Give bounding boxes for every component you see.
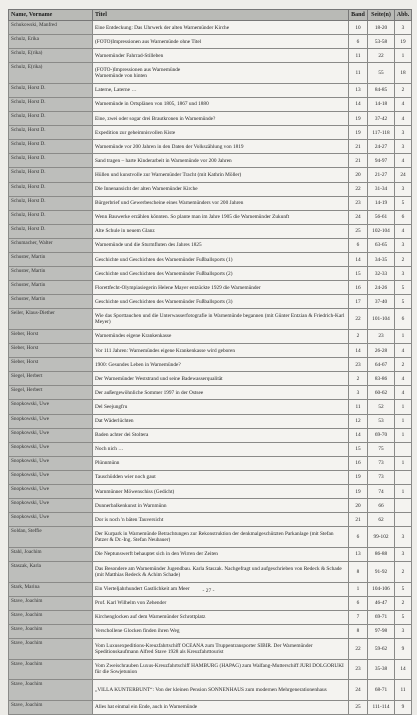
table-row xyxy=(9,344,412,358)
table-row xyxy=(9,224,412,238)
row-author-name: Schulz, Horst D. xyxy=(9,112,93,126)
row-pages: 84-85 xyxy=(368,83,395,97)
row-volume: 22 xyxy=(349,309,368,330)
row-title: Baden achter dei Stoltera xyxy=(93,428,349,442)
row-pages: 24-26 xyxy=(368,281,395,295)
row-author-name: Snopkowski, Uwe xyxy=(9,400,93,414)
row-figure-count: 3 xyxy=(395,140,412,154)
table-row xyxy=(9,309,412,330)
row-volume: 20 xyxy=(349,168,368,182)
row-author-name: Stahl, Joachim xyxy=(9,547,93,561)
row-author-name: Stave, Joachim xyxy=(9,596,93,610)
row-volume: 6 xyxy=(349,596,368,610)
row-pages: 94-97 xyxy=(368,154,395,168)
row-volume: 11 xyxy=(349,49,368,63)
table-row xyxy=(9,624,412,638)
row-pages: 74 xyxy=(368,485,395,499)
row-figure-count: 4 xyxy=(395,154,412,168)
row-figure-count: 6 xyxy=(395,309,412,330)
row-figure-count: 6 xyxy=(395,210,412,224)
row-pages: 24-27 xyxy=(368,140,395,154)
row-figure-count: 4 xyxy=(395,97,412,111)
row-figure-count: 2 xyxy=(395,358,412,372)
row-pages: 26-28 xyxy=(368,344,395,358)
table-row xyxy=(9,295,412,309)
row-figure-count: 1 xyxy=(395,329,412,343)
row-pages: 91-92 xyxy=(368,561,395,582)
row-volume: 19 xyxy=(349,112,368,126)
row-pages: 53 xyxy=(368,414,395,428)
row-pages: 111-114 xyxy=(368,700,395,714)
row-title: Geschichte und Geschichten des Warnemünder Fußballsports (2) xyxy=(93,267,349,281)
row-author-name: Snopkowski, Uwe xyxy=(9,485,93,499)
table-row xyxy=(9,638,412,659)
table-row xyxy=(9,499,412,513)
row-author-name: Schuster, Martin xyxy=(9,253,93,267)
row-volume: 7 xyxy=(349,610,368,624)
row-pages: 101-104 xyxy=(368,309,395,330)
row-author-name: Snopkowski, Uwe xyxy=(9,470,93,484)
table-body xyxy=(9,21,412,715)
row-author-name: Schumacher, Walter xyxy=(9,238,93,252)
row-title: Florettfecht-Olympiasiegerin Helene Mayer entzückte 1929 die Warnemünder xyxy=(93,281,349,295)
header-figures: Abb. xyxy=(395,10,412,21)
row-volume: 25 xyxy=(349,700,368,714)
row-title: Laterne, Laterne … xyxy=(93,83,349,97)
row-title: Vom Luxusexpeditions-Kreuzfahrtschiff OCEANA zum Truppentransporter SIBIR. Der Warnemünder Speditionskaufmann Alfred Stave 1928 als Kreuzfahrttourist xyxy=(93,638,349,659)
row-author-name: Siegel, Herbert xyxy=(9,386,93,400)
row-figure-count xyxy=(395,442,412,456)
table-header-row xyxy=(9,10,412,21)
row-title: Tauschüdden wier noch gaut xyxy=(93,470,349,484)
row-volume: 10 xyxy=(349,21,368,35)
row-figure-count: 5 xyxy=(395,281,412,295)
row-figure-count: 3 xyxy=(395,527,412,548)
row-figure-count: 1 xyxy=(395,428,412,442)
row-figure-count: 5 xyxy=(395,295,412,309)
row-title: Warnmünner Möwenschiss (Gedicht) xyxy=(93,485,349,499)
row-pages: 37-42 xyxy=(368,112,395,126)
row-title: Dat Wäderlüchten xyxy=(93,414,349,428)
row-figure-count: 4 xyxy=(395,344,412,358)
row-author-name: Staszak, Karla xyxy=(9,561,93,582)
row-pages: 75 xyxy=(368,442,395,456)
row-author-name: Sieber, Horst xyxy=(9,358,93,372)
row-volume: 23 xyxy=(349,358,368,372)
row-author-name: Schukowski, Manfred xyxy=(9,21,93,35)
row-pages: 46-47 xyxy=(368,596,395,610)
row-figure-count: 1 xyxy=(395,49,412,63)
row-pages: 52 xyxy=(368,400,395,414)
table-row xyxy=(9,428,412,442)
row-figure-count: 2 xyxy=(395,596,412,610)
row-author-name: Schulz, Horst D. xyxy=(9,182,93,196)
row-pages: 73 xyxy=(368,456,395,470)
table-row xyxy=(9,596,412,610)
row-author-name: Sieber, Horst xyxy=(9,344,93,358)
row-figure-count: 4 xyxy=(395,112,412,126)
row-volume: 21 xyxy=(349,140,368,154)
row-author-name: Snopkowski, Uwe xyxy=(9,499,93,513)
row-volume: 11 xyxy=(349,63,368,84)
row-figure-count: 3 xyxy=(395,238,412,252)
row-figure-count: 3 xyxy=(395,126,412,140)
row-pages: 97-98 xyxy=(368,624,395,638)
table-row xyxy=(9,126,412,140)
table-row xyxy=(9,281,412,295)
table-row xyxy=(9,112,412,126)
row-figure-count: 2 xyxy=(395,83,412,97)
row-volume: 19 xyxy=(349,485,368,499)
row-volume: 12 xyxy=(349,414,368,428)
row-title: 1900: Gesundes Leben in Warnemünde? xyxy=(93,358,349,372)
row-volume: 22 xyxy=(349,182,368,196)
table-row xyxy=(9,210,412,224)
row-figure-count: 9 xyxy=(395,700,412,714)
row-pages: 37-40 xyxy=(368,295,395,309)
row-volume: 6 xyxy=(349,35,368,49)
table-row xyxy=(9,63,412,84)
row-title: „VILLA KUNTERBUNT“: Von der kleinen Pension SONNENHAUS zum modernen Mehrgenerationenhaus xyxy=(93,680,349,701)
row-pages: 68-71 xyxy=(368,680,395,701)
table-row xyxy=(9,154,412,168)
row-title: Eine, zwei oder sogar drei Brautkronen in Warnemünde? xyxy=(93,112,349,126)
row-author-name: Stave, Joachim xyxy=(9,680,93,701)
row-pages: 62 xyxy=(368,513,395,527)
row-figure-count: 5 xyxy=(395,582,412,596)
row-volume: 2 xyxy=(349,329,368,343)
row-figure-count: 2 xyxy=(395,253,412,267)
header-band: Band xyxy=(349,10,368,21)
row-author-name: Schulz, Horst D. xyxy=(9,224,93,238)
row-title: Alles hat einmal ein Ende, auch in Warnemünde xyxy=(93,700,349,714)
row-pages: 69-71 xyxy=(368,610,395,624)
row-title: Ein Vierteljahrhundert Gastlichkeit am Meer xyxy=(93,582,349,596)
row-figure-count: 5 xyxy=(395,196,412,210)
row-volume: 3 xyxy=(349,386,368,400)
row-author-name: Schulz, Horst D. xyxy=(9,154,93,168)
row-figure-count: 19 xyxy=(395,35,412,49)
row-title: Warnemünde in Ortsplänen von 1805, 1867 und 1880 xyxy=(93,97,349,111)
row-author-name: Schuster, Martin xyxy=(9,295,93,309)
row-volume: 23 xyxy=(349,196,368,210)
row-title: Eine Entdeckung: Das Uhrwerk der alten Warnemünder Kirche xyxy=(93,21,349,35)
row-volume: 19 xyxy=(349,470,368,484)
row-volume: 8 xyxy=(349,624,368,638)
row-title: Das Besondere am Warnemünder Jugendbau. Karla Staszak. Nachgefragt und aufgeschrieben von Redeck & Schade (mit Matthias Redeck & Achim Schade) xyxy=(93,561,349,582)
table-row xyxy=(9,700,412,714)
row-title: Warnemünde und die Sturmfluten des Jahres 1825 xyxy=(93,238,349,252)
row-volume: 11 xyxy=(349,400,368,414)
row-title: Die Innenansicht der alten Warnemünder Kirche xyxy=(93,182,349,196)
row-title: Sand tragen – harte Kinderarbeit in Warnemünde vor 200 Jahren xyxy=(93,154,349,168)
row-figure-count xyxy=(395,513,412,527)
row-volume: 14 xyxy=(349,97,368,111)
row-volume: 13 xyxy=(349,547,368,561)
row-author-name: Snopkowski, Uwe xyxy=(9,442,93,456)
row-title: Geschichte und Geschichten des Warnemünder Fußballsports (1) xyxy=(93,253,349,267)
row-author-name: Schulz, E(rika) xyxy=(9,63,93,84)
row-title: Verschollene Glocken finden ihren Weg xyxy=(93,624,349,638)
table-row xyxy=(9,267,412,281)
table-row xyxy=(9,168,412,182)
row-title: Warnemünder Fahrrad-Stilleben xyxy=(93,49,349,63)
row-volume: 15 xyxy=(349,267,368,281)
row-figure-count: 1 xyxy=(395,456,412,470)
row-author-name: Schulz, Horst D. xyxy=(9,140,93,154)
row-pages: 99-102 xyxy=(368,527,395,548)
row-volume: 14 xyxy=(349,253,368,267)
row-figure-count: 3 xyxy=(395,267,412,281)
row-title: Del Seejungfru xyxy=(93,400,349,414)
row-figure-count: 5 xyxy=(395,610,412,624)
table-row xyxy=(9,485,412,499)
table-row xyxy=(9,610,412,624)
table-row xyxy=(9,414,412,428)
table-row xyxy=(9,659,412,680)
row-pages: 66 xyxy=(368,499,395,513)
row-title: Dunnerbalkenkunst in Warnmünn xyxy=(93,499,349,513)
row-figure-count: 18 xyxy=(395,63,412,84)
row-pages: 56-61 xyxy=(368,210,395,224)
row-figure-count: 14 xyxy=(395,659,412,680)
row-volume: 14 xyxy=(349,428,368,442)
row-pages: 22 xyxy=(368,49,395,63)
row-pages: 53-58 xyxy=(368,35,395,49)
table-row xyxy=(9,561,412,582)
header-title: Titel xyxy=(93,10,349,21)
table-row xyxy=(9,372,412,386)
row-pages: 59-62 xyxy=(368,638,395,659)
row-pages: 34-35 xyxy=(368,253,395,267)
row-author-name: Stave, Joachim xyxy=(9,659,93,680)
row-author-name: Snopkowski, Uwe xyxy=(9,513,93,527)
row-pages: 18-20 xyxy=(368,21,395,35)
row-volume: 13 xyxy=(349,83,368,97)
row-volume: 2 xyxy=(349,372,368,386)
table-row xyxy=(9,238,412,252)
row-author-name: Sieber, Horst xyxy=(9,329,93,343)
table-row xyxy=(9,470,412,484)
row-volume: 16 xyxy=(349,456,368,470)
row-title: Expedition zur geheimnisvollen Kiste xyxy=(93,126,349,140)
row-pages: 64-67 xyxy=(368,358,395,372)
row-title: Der Warnemünder Weststrand und seine Badewasserqualität xyxy=(93,372,349,386)
row-figure-count: 1 xyxy=(395,400,412,414)
row-volume: 21 xyxy=(349,513,368,527)
row-title: Bürgerbrief und Gewerbescheine eines Warnemünders vor 200 Jahren xyxy=(93,196,349,210)
row-title: (FOTO-)Impressionen aus Warnemünde Warnemünde von hinten xyxy=(93,63,349,84)
row-figure-count: 3 xyxy=(395,624,412,638)
row-figure-count: 1 xyxy=(395,414,412,428)
row-title: Kirchenglocken auf dem Warnemünder Schrottplatz xyxy=(93,610,349,624)
row-volume: 17 xyxy=(349,295,368,309)
row-author-name: Snopkowski, Uwe xyxy=(9,456,93,470)
row-figure-count: 24 xyxy=(395,168,412,182)
row-volume: 6 xyxy=(349,238,368,252)
table-row xyxy=(9,35,412,49)
table-row xyxy=(9,49,412,63)
row-title: Vom Zweischrauben Luxus-Kreuzfahrtschiff HAMBURG (HAPAG) zum Walfang-Mutterschiff JURI DOLGORUKI für die Sowjetunion xyxy=(93,659,349,680)
row-title: Alte Schule in neuem Glanz xyxy=(93,224,349,238)
table-row xyxy=(9,386,412,400)
table-row xyxy=(9,513,412,527)
author-index-table xyxy=(8,9,412,715)
row-title: (FOTO)Impressionen aus Warnemünde ohne Titel xyxy=(93,35,349,49)
row-pages: 32-33 xyxy=(368,267,395,281)
row-author-name: Stave, Joachim xyxy=(9,700,93,714)
table-row xyxy=(9,456,412,470)
table-row xyxy=(9,97,412,111)
row-pages: 86-88 xyxy=(368,547,395,561)
row-figure-count: 2 xyxy=(395,561,412,582)
row-author-name: Schulz, Horst D. xyxy=(9,168,93,182)
row-title: Wenn Bauwerke erzählen könnten. So plante man im Jahre 1905 die Warnemünder Zukunft xyxy=(93,210,349,224)
row-figure-count xyxy=(395,470,412,484)
row-pages: 60-62 xyxy=(368,386,395,400)
row-title: Hüllen und kunstvolle zur Warnemünder Tracht (mit Kathrin Möller) xyxy=(93,168,349,182)
row-author-name: Seiler, Klaus-Diether xyxy=(9,309,93,330)
row-volume: 24 xyxy=(349,680,368,701)
row-author-name: Schulz, Horst D. xyxy=(9,196,93,210)
header-name: Name, Vorname xyxy=(9,10,93,21)
row-author-name: Stark, Marina xyxy=(9,582,93,596)
row-figure-count: 3 xyxy=(395,21,412,35)
table-row xyxy=(9,358,412,372)
row-author-name: Schulz, Horst D. xyxy=(9,83,93,97)
row-volume: 25 xyxy=(349,224,368,238)
table-row xyxy=(9,83,412,97)
row-author-name: Schuster, Martin xyxy=(9,281,93,295)
table-row xyxy=(9,253,412,267)
table-row xyxy=(9,140,412,154)
row-figure-count: 9 xyxy=(395,638,412,659)
table-row xyxy=(9,527,412,548)
row-volume: 8 xyxy=(349,561,368,582)
header-pages: Seite(n) xyxy=(368,10,395,21)
row-title: Dor is noch 'n bäten Tauversicht xyxy=(93,513,349,527)
row-author-name: Schulz, Horst D. xyxy=(9,126,93,140)
row-title: Wie das Sporttauchen und die Unterwasserfotografie in Warnemünde begannen (mit Günter Entzian & Friedrich-Karl Meyer) xyxy=(93,309,349,330)
row-pages: 117-118 xyxy=(368,126,395,140)
table-row xyxy=(9,329,412,343)
row-author-name: Schulz, Horst D. xyxy=(9,210,93,224)
row-author-name: Stave, Joachim xyxy=(9,610,93,624)
row-volume: 14 xyxy=(349,344,368,358)
row-pages: 102-104 xyxy=(368,224,395,238)
row-figure-count xyxy=(395,499,412,513)
row-title: Prof. Karl Wilhelm von Zehender xyxy=(93,596,349,610)
row-author-name: Schulz, E(rika) xyxy=(9,49,93,63)
row-title: Geschichte und Geschichten des Warnemünder Fußballsports (3) xyxy=(93,295,349,309)
row-pages: 35-38 xyxy=(368,659,395,680)
row-volume: 1 xyxy=(349,582,368,596)
row-author-name: Snopkowski, Uwe xyxy=(9,414,93,428)
row-pages: 83-86 xyxy=(368,372,395,386)
row-pages: 73 xyxy=(368,470,395,484)
row-volume: 6 xyxy=(349,527,368,548)
row-pages: 63-65 xyxy=(368,238,395,252)
row-title: Warnemündes eigene Krankenkasse xyxy=(93,329,349,343)
row-figure-count: 4 xyxy=(395,224,412,238)
row-author-name: Schuster, Martin xyxy=(9,267,93,281)
row-author-name: Snopkowski, Uwe xyxy=(9,428,93,442)
row-pages: 104-106 xyxy=(368,582,395,596)
row-pages: 21-27 xyxy=(368,168,395,182)
row-volume: 21 xyxy=(349,154,368,168)
row-author-name: Schulz, Horst D. xyxy=(9,97,93,111)
row-figure-count: 4 xyxy=(395,372,412,386)
row-author-name: Soldan, Steffie xyxy=(9,527,93,548)
row-author-name: Siegel, Herbert xyxy=(9,372,93,386)
row-figure-count: 1 xyxy=(395,485,412,499)
row-figure-count: 3 xyxy=(395,547,412,561)
table-row xyxy=(9,400,412,414)
row-title: Plünnmünn xyxy=(93,456,349,470)
table-row xyxy=(9,547,412,561)
row-figure-count: 11 xyxy=(395,680,412,701)
row-title: Vor 111 Jahren: Warnemündes eigene Krankenkasse wird geboren xyxy=(93,344,349,358)
table-row xyxy=(9,182,412,196)
row-pages: 14-18 xyxy=(368,97,395,111)
row-pages: 31-34 xyxy=(368,182,395,196)
row-title: Der außergewöhnliche Sommer 1997 in der Ostsee xyxy=(93,386,349,400)
row-author-name: Stave, Joachim xyxy=(9,638,93,659)
row-figure-count: 3 xyxy=(395,182,412,196)
row-pages: 23 xyxy=(368,329,395,343)
row-pages: 69-70 xyxy=(368,428,395,442)
row-volume: 16 xyxy=(349,281,368,295)
row-volume: 15 xyxy=(349,442,368,456)
row-volume: 23 xyxy=(349,659,368,680)
row-title: Noch nich … xyxy=(93,442,349,456)
row-title: Die Neptunswerft behauptet sich in den Wirren der Zeiten xyxy=(93,547,349,561)
row-author-name: Stave, Joachim xyxy=(9,624,93,638)
row-pages: 14-19 xyxy=(368,196,395,210)
table-row xyxy=(9,21,412,35)
row-author-name: Schulz, Erika xyxy=(9,35,93,49)
row-volume: 24 xyxy=(349,210,368,224)
row-volume: 19 xyxy=(349,126,368,140)
table-row xyxy=(9,196,412,210)
table-row xyxy=(9,680,412,701)
row-volume: 20 xyxy=(349,499,368,513)
row-figure-count: 4 xyxy=(395,386,412,400)
row-volume: 22 xyxy=(349,638,368,659)
row-pages: 55 xyxy=(368,63,395,84)
page-number: - 27 - xyxy=(202,588,215,594)
row-title: Warnemünde vor 200 Jahren in den Daten der Volkszählung von 1819 xyxy=(93,140,349,154)
row-title: Der Kurpark in Warnemünde Betrachtungen zur Rekonstruktion der denkmalgeschützten Parkanlage (mit Stefan Patzer & Dr.-Ing. Stefan Neubauer) xyxy=(93,527,349,548)
table-row xyxy=(9,442,412,456)
